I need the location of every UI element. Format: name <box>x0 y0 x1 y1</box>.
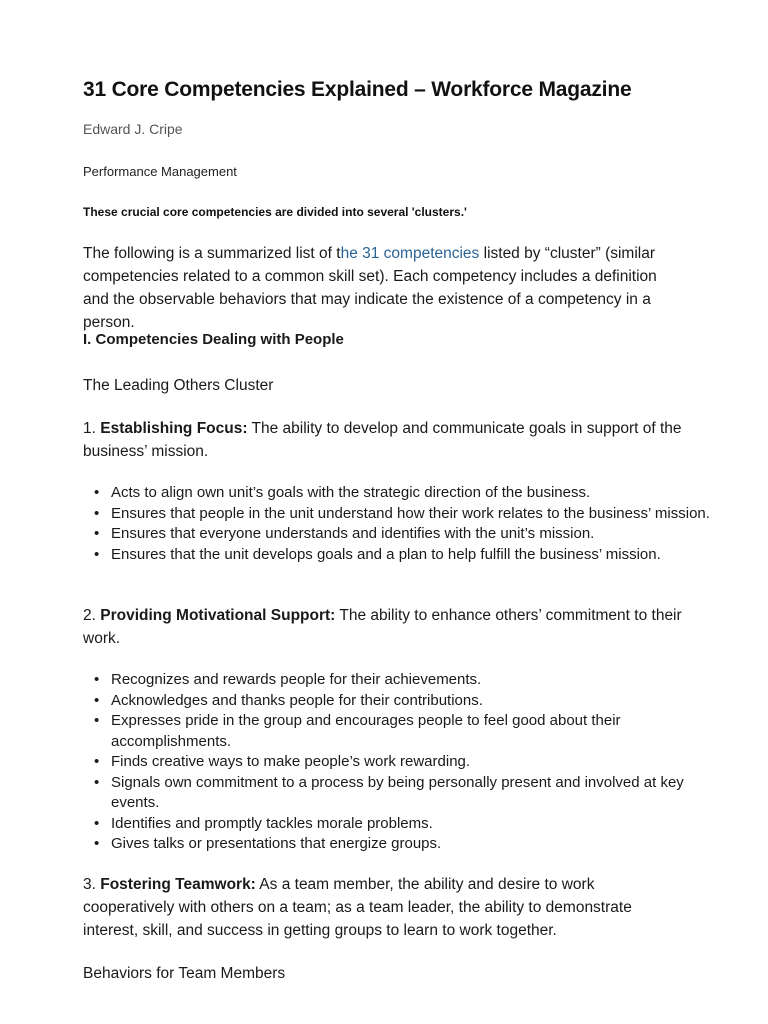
bullet-icon: • <box>94 484 100 501</box>
competency-number: 1. <box>83 420 96 437</box>
list-item <box>94 814 711 835</box>
intro-text-before-link: The following is a summarized list of t <box>83 245 341 262</box>
list-item <box>94 834 711 855</box>
list-item-text: Acknowledges and thanks people for their contributions. <box>111 691 483 709</box>
list-item-text: Signals own commitment to a process by being personally present and involved at key events. <box>111 773 684 811</box>
list-item-text: Ensures that everyone understands and identifies with the unit’s mission. <box>111 525 595 542</box>
competency-name: Establishing Focus: <box>100 420 248 437</box>
list-item <box>94 545 711 566</box>
competency-definition: As a team member, the ability and desire to work cooperatively with others on a team; as a team leader, the ability to demonstrate interest, skill, and success in getting groups to learn to work together. <box>83 876 632 939</box>
article-author: Edward J. Cripe <box>83 121 183 137</box>
competency-definition: The ability to enhance others’ commitment to their work. <box>83 607 682 647</box>
competency-definition: The ability to develop and communicate goals in support of the business’ mission. <box>83 420 682 460</box>
bullet-icon: • <box>94 525 100 542</box>
bullet-icon: • <box>94 814 100 832</box>
bullet-icon: • <box>94 504 100 522</box>
competencies-link[interactable]: he 31 competencies <box>340 245 480 262</box>
behavior-list-motivational-support <box>83 670 711 855</box>
competency-establishing-focus <box>83 417 683 463</box>
list-item <box>94 711 711 752</box>
list-item-text: Ensures that the unit develops goals and a plan to help fulfill the business’ mission. <box>111 545 661 563</box>
competency-number: 3. <box>83 876 96 893</box>
list-item <box>94 773 711 814</box>
bullet-icon: • <box>94 753 100 770</box>
list-item <box>94 483 711 504</box>
intro-paragraph <box>83 242 683 334</box>
bullet-icon: • <box>94 712 100 729</box>
list-item <box>94 691 711 712</box>
bullet-icon: • <box>94 835 100 852</box>
bullet-icon: • <box>94 545 100 563</box>
article-dek: These crucial core competencies are divided into several 'clusters.' <box>83 205 467 219</box>
competency-name: Providing Motivational Support: <box>100 607 336 624</box>
behavior-list-establishing-focus <box>83 483 711 565</box>
list-item-text: Finds creative ways to make people’s work rewarding. <box>111 753 471 770</box>
bullet-icon: • <box>94 773 100 791</box>
article-category: Performance Management <box>83 164 237 179</box>
list-item-text: Ensures that people in the unit understand how their work relates to the business’ mission. <box>111 504 710 522</box>
list-item-text: Gives talks or presentations that energize groups. <box>111 835 442 852</box>
list-item-text: Acts to align own unit’s goals with the strategic direction of the business. <box>111 484 591 501</box>
list-item-text: Identifies and promptly tackles morale problems. <box>111 814 433 832</box>
competency-number: 2. <box>83 607 96 624</box>
list-item-text: Recognizes and rewards people for their achievements. <box>111 671 482 688</box>
list-item-text: Expresses pride in the group and encourages people to feel good about their accomplishments. <box>111 712 621 750</box>
list-item <box>94 524 711 545</box>
competency-name: Fostering Teamwork: <box>100 876 256 893</box>
bullet-icon: • <box>94 671 100 688</box>
list-item <box>94 670 711 691</box>
section-heading: I. Competencies Dealing with People <box>83 331 344 348</box>
bullet-icon: • <box>94 691 100 709</box>
list-item <box>94 752 711 773</box>
competency-providing-motivational-support <box>83 604 683 650</box>
cluster-heading: The Leading Others Cluster <box>83 377 274 394</box>
article-title: 31 Core Competencies Explained – Workforce Magazine <box>83 78 632 101</box>
intro-text-after-link: listed by “cluster” (similar competencies related to a common skill set). Each competency includes a definition and the observable behaviors that may indicate the existence of a competency in a person. <box>83 245 657 331</box>
subheading-team-members: Behaviors for Team Members <box>83 965 286 982</box>
list-item <box>94 504 711 525</box>
competency-fostering-teamwork <box>83 873 683 942</box>
